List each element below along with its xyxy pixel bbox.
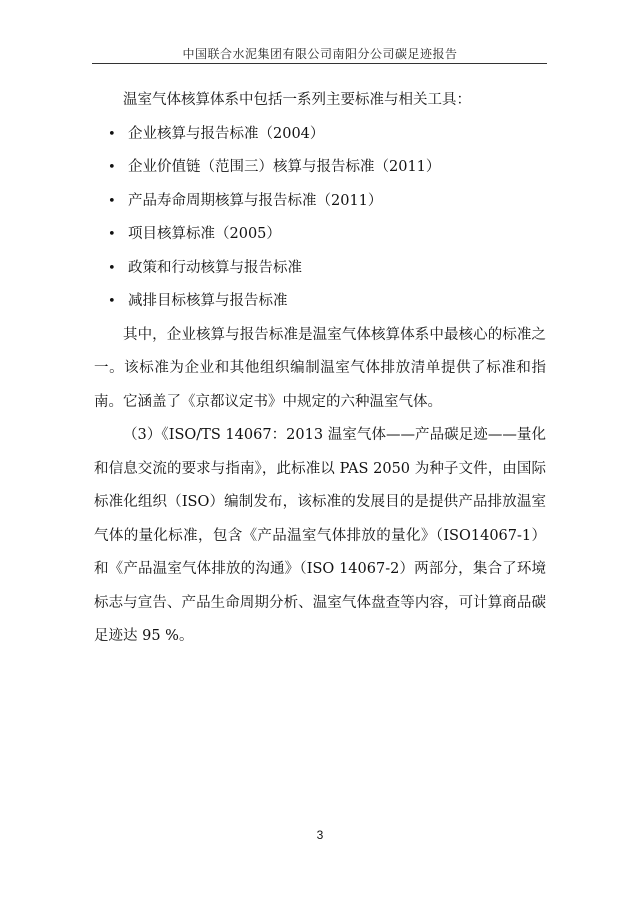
list-item: [94, 185, 546, 219]
list-item: [94, 118, 546, 152]
page-header: 中国联合水泥集团有限公司南阳分公司碳足迹报告: [182, 47, 458, 61]
list-item-text: 企业价值链（范围三）核算与报告标准（2011）: [128, 159, 441, 175]
body-paragraph-2: （3）《ISO/TS 14067：2013 温室气体——产品碳足迹——量化和信息交流的要求与指南》，此标准以 PAS 2050 为种子文件，由国际标准化组织（ISO）编制发布，该标准的发展目的是提供产品排放温室气体的量化标准，包含《产品温室气体排放的量化》（ISO14067-1）和《产品温室气体排放的沟通》（ISO 14067-2）两部分，集合了环境标志与宣告、产品生命周期分析、温室气体盘查等内容，可计算商品碳足迹达 95 %。: [94, 427, 546, 644]
page-number: 3: [316, 828, 324, 842]
bullet-icon: •: [108, 193, 116, 209]
body-paragraph-1: 其中，企业核算与报告标准是温室气体核算体系中最核心的标准之一。该标准为企业和其他组织编制温室气体排放清单提供了标准和指南。它涵盖了《京都议定书》中规定的六种温室气体。: [94, 326, 546, 410]
document-body: [94, 84, 546, 654]
list-item: [94, 252, 546, 286]
list-item: [94, 151, 546, 185]
list-item-text: 减排目标核算与报告标准: [128, 293, 288, 309]
bullet-icon: •: [108, 126, 116, 142]
intro-paragraph: 温室气体核算体系中包括一系列主要标准与相关工具：: [123, 92, 471, 108]
list-item: [94, 218, 546, 252]
bullet-icon: •: [108, 227, 116, 242]
bullet-icon: •: [108, 294, 116, 309]
bullet-icon: •: [108, 160, 116, 175]
standards-list: [94, 118, 546, 319]
list-item: [94, 285, 546, 319]
bullet-icon: •: [108, 260, 116, 276]
list-item-text: 政策和行动核算与报告标准: [128, 259, 302, 276]
list-item-text: 企业核算与报告标准（2004）: [128, 125, 325, 142]
header-divider: [92, 63, 547, 64]
list-item-text: 项目核算标准（2005）: [128, 226, 281, 242]
list-item-text: 产品寿命周期核算与报告标准（2011）: [128, 192, 383, 209]
